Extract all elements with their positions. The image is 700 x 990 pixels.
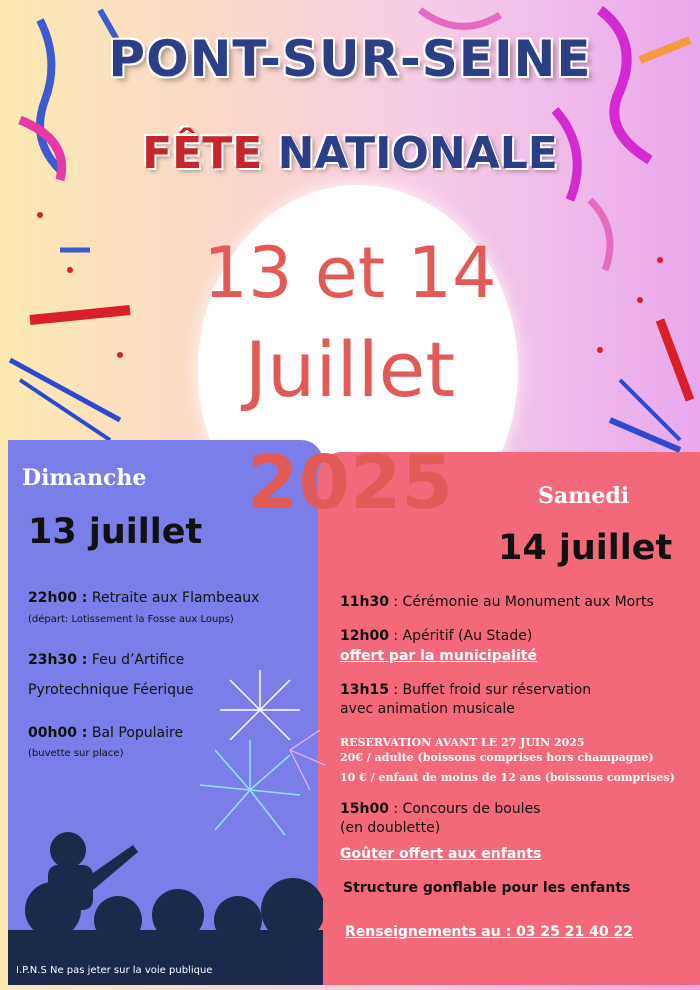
price-child: 10 € / enfant de moins de 12 ans (boissons comprises) xyxy=(340,771,675,784)
date-year: 2025 xyxy=(247,440,453,526)
footer-ipns: I.P.N.S Ne pas jeter sur la voie publique xyxy=(16,965,213,976)
saturday-text: : Concours de boules xyxy=(388,801,541,817)
event-title xyxy=(0,128,700,179)
sunday-time: 00h00 : xyxy=(28,725,88,741)
sunday-text: Feu d’Artifice xyxy=(87,652,185,668)
saturday-time: 11h30 xyxy=(340,594,389,610)
saturday-offert-municipalite: offert par la municipalité xyxy=(340,648,537,664)
reservation-title: RESERVATION AVANT LE 27 JUIN 2025 xyxy=(340,736,585,749)
saturday-item-boules xyxy=(340,801,540,817)
sunday-item-pyro: Pyrotechnique Féerique xyxy=(28,682,194,698)
sunday-time: 22h00 : xyxy=(28,590,88,606)
saturday-item-aperitif xyxy=(340,628,532,644)
date-month: Juillet xyxy=(244,325,456,414)
saturday-time: 15h00 xyxy=(340,801,389,817)
sunday-note-buvette: (buvette sur place) xyxy=(28,748,124,759)
sunday-date: 13 juillet xyxy=(28,512,203,552)
date-days: 13 et 14 xyxy=(203,232,497,314)
saturday-time: 13h15 xyxy=(340,682,389,698)
sunday-item-bal xyxy=(28,725,183,741)
saturday-date: 14 juillet xyxy=(498,528,673,568)
price-adult: 20€ / adulte (boissons comprises hors champagne) xyxy=(340,751,654,764)
saturday-text: : Cérémonie au Monument aux Morts xyxy=(388,594,654,610)
sunday-text: Bal Populaire xyxy=(87,725,184,741)
town-title: PONT-SUR-SEINE xyxy=(108,30,592,88)
gouter-offert: Goûter offert aux enfants xyxy=(340,846,542,862)
structure-gonflable: Structure gonflable pour les enfants xyxy=(343,880,631,896)
saturday-animation: avec animation musicale xyxy=(340,701,515,717)
event-title-fete: FÊTE xyxy=(142,128,263,179)
saturday-item-ceremonie xyxy=(340,594,654,610)
saturday-day-label: Samedi xyxy=(538,483,630,509)
sunday-text: Retraite aux Flambeaux xyxy=(87,590,260,606)
sunday-note-depart: (départ: Lotissement la Fosse aux Loups) xyxy=(28,614,234,625)
sunday-item-retraite xyxy=(28,590,259,606)
saturday-text: : Buffet froid sur réservation xyxy=(388,682,592,698)
sunday-time: 23h30 : xyxy=(28,652,88,668)
event-title-nationale: NATIONALE xyxy=(277,128,558,179)
sunday-item-feu xyxy=(28,652,184,668)
saturday-time: 12h00 xyxy=(340,628,389,644)
crowd-silhouette xyxy=(8,820,323,985)
renseignements-phone: Renseignements au : 03 25 21 40 22 xyxy=(345,924,633,940)
saturday-item-buffet xyxy=(340,682,591,698)
saturday-text: : Apéritif (Au Stade) xyxy=(388,628,533,644)
sunday-day-label: Dimanche xyxy=(22,465,147,491)
saturday-doublette: (en doublette) xyxy=(340,820,441,836)
